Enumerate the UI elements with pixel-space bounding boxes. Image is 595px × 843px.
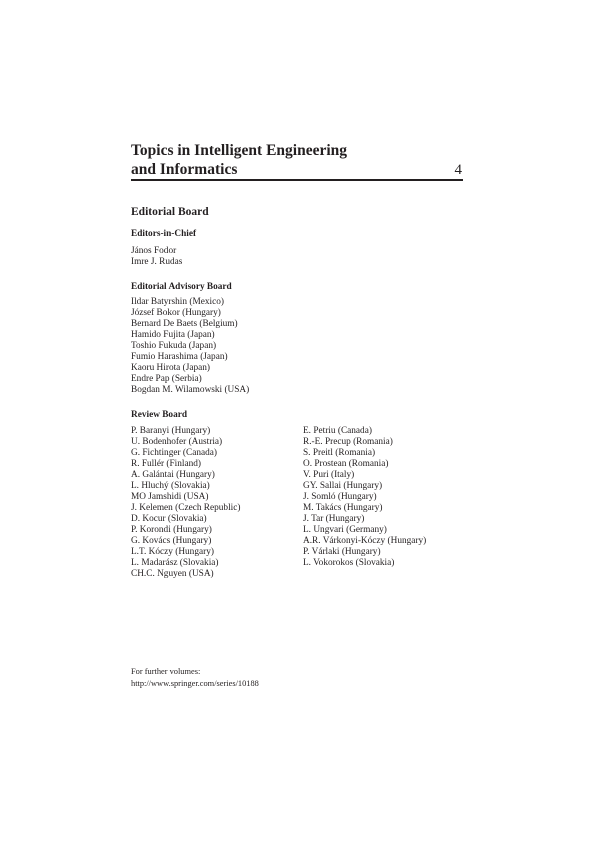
- board-member-name: Toshio Fukuda (Japan): [131, 341, 217, 351]
- board-member-name: Ildar Batyrshin (Mexico): [131, 297, 224, 307]
- editorial-board-heading: Editorial Board: [131, 206, 209, 218]
- series-title: [131, 141, 371, 179]
- advisory-board-list: [131, 297, 249, 396]
- board-member-name: V. Puri (Italy): [303, 470, 355, 480]
- board-member-name: D. Kocur (Slovakia): [131, 514, 207, 524]
- board-member-name: Bernard De Baets (Belgium): [131, 319, 238, 329]
- board-member-name: A.R. Várkonyi-Kóczy (Hungary): [303, 536, 427, 546]
- board-member-name: M. Takács (Hungary): [303, 503, 383, 513]
- board-member-name: P. Baranyi (Hungary): [131, 426, 211, 436]
- board-member-name: A. Galántai (Hungary): [131, 470, 215, 480]
- board-member-name: P. Korondi (Hungary): [131, 525, 212, 535]
- board-member-name: L.T. Kóczy (Hungary): [131, 547, 214, 557]
- board-member-name: J. Tar (Hungary): [303, 514, 365, 524]
- board-member-name: Endre Pap (Serbia): [131, 374, 202, 384]
- board-member-name: L. Madarász (Slovakia): [131, 558, 219, 568]
- board-member-name: S. Preitl (Romania): [303, 448, 376, 458]
- series-title-line-1: Topics in Intelligent Engineering: [131, 142, 348, 159]
- review-board-column-right: [303, 426, 426, 569]
- board-member-name: J. Somló (Hungary): [303, 492, 377, 502]
- board-member-name: Bogdan M. Wilamowski (USA): [131, 385, 250, 395]
- board-member-name: CH.C. Nguyen (USA): [131, 569, 214, 579]
- board-member-name: József Bokor (Hungary): [131, 308, 221, 318]
- title-rule: [131, 179, 463, 181]
- board-member-name: R.-E. Precup (Romania): [303, 437, 393, 447]
- board-member-name: G. Fichtinger (Canada): [131, 448, 217, 458]
- series-title-line-2: and Informatics: [131, 161, 238, 178]
- board-member-name: L. Hluchý (Slovakia): [131, 481, 210, 491]
- board-member-name: O. Prostean (Romania): [303, 459, 389, 469]
- editors-in-chief-heading: Editors-in-Chief: [131, 229, 197, 239]
- advisory-board-heading: Editorial Advisory Board: [131, 282, 232, 292]
- board-member-name: U. Bodenhofer (Austria): [131, 437, 223, 447]
- board-member-name: GY. Sallai (Hungary): [303, 481, 383, 491]
- board-member-name: Fumio Harashima (Japan): [131, 352, 228, 362]
- further-volumes-note: [131, 666, 259, 690]
- board-member-name: P. Várlaki (Hungary): [303, 547, 381, 557]
- board-member-name: L. Ungvari (Germany): [303, 525, 387, 535]
- board-member-name: MO Jamshidi (USA): [131, 492, 209, 502]
- editors-in-chief-list: [131, 246, 182, 268]
- board-member-name: Kaoru Hirota (Japan): [131, 363, 210, 373]
- further-volumes-label: For further volumes:: [131, 667, 201, 676]
- board-member-name: Hamido Fujita (Japan): [131, 330, 215, 340]
- review-board-column-left: [131, 426, 240, 580]
- board-member-name: E. Petriu (Canada): [303, 426, 372, 436]
- review-board-heading: Review Board: [131, 410, 188, 420]
- board-member-name: R. Fullér (Finland): [131, 459, 201, 469]
- board-member-name: János Fodor: [131, 246, 177, 256]
- board-member-name: J. Kelemen (Czech Republic): [131, 503, 241, 513]
- board-member-name: L. Vokorokos (Slovakia): [303, 558, 395, 568]
- volume-number: 4: [454, 162, 462, 178]
- series-url-link[interactable]: http://www.springer.com/series/10188: [131, 679, 259, 688]
- board-member-name: G. Kovács (Hungary): [131, 536, 212, 546]
- board-member-name: Imre J. Rudas: [131, 257, 183, 267]
